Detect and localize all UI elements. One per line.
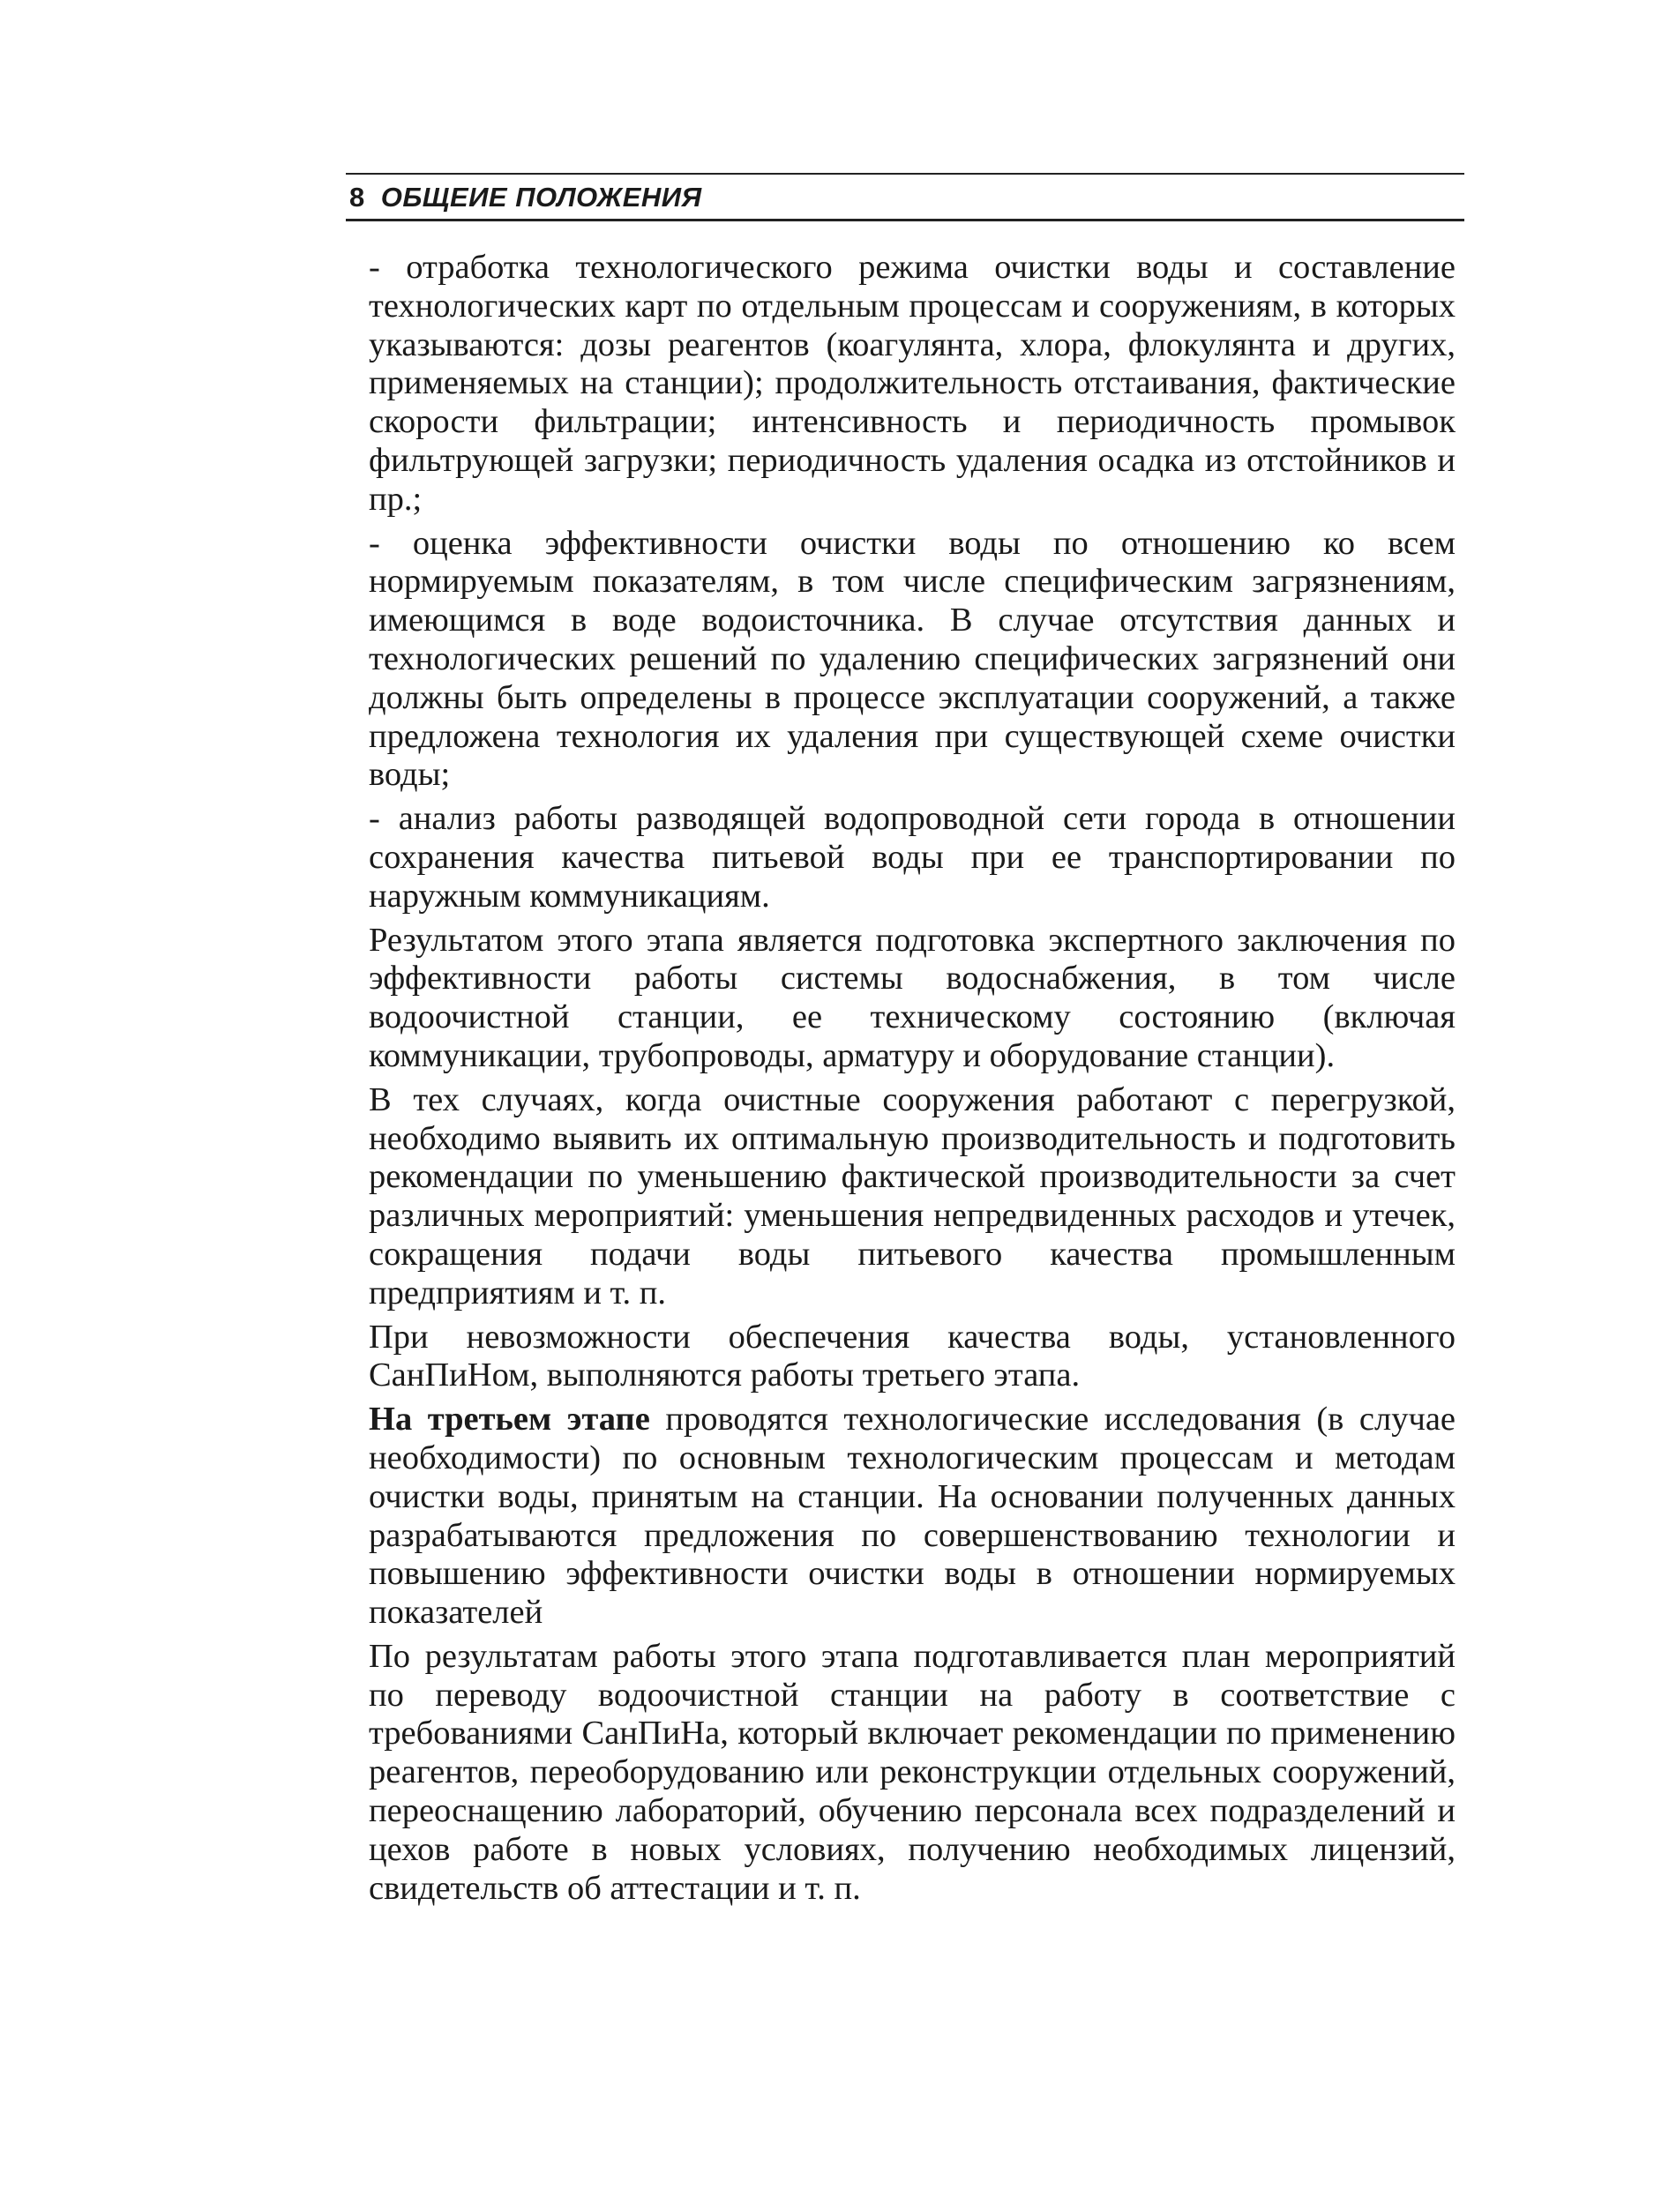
paragraph-1: - отработка технологического режима очистки воды и составление технологических карт по отдельным процессам и сооружениям, в которых указываются: дозы реагентов (коагулянта, хлора, флокулянта и других, применяемых на станции); продолжительность отстаивания, фактические скорости фильтрации; интенсивность и периодичность промывок фильтрующей загрузки; периодичность удаления осадка из отстойников и пр.; <box>369 249 1456 518</box>
running-header <box>346 173 1464 222</box>
paragraph-8: По результатам работы этого этапа подготавливается план мероприятий по переводу водоочистной станции на работу в соответствие с требованиями СанПиНа, который включает рекомендации по применению реагентов, переоборудованию или реконструкции отдельных сооружений, переоснащению лабораторий, обучению персонала всех подразделений и цехов работе в новых условиях, получению необходимых лицензий, свидетельств об аттестации и т. п. <box>369 1637 1456 1907</box>
paragraph-4: Результатом этого этапа является подготовка экспертного заключения по эффективности работы системы водоснабжения, в том числе водоочистной станции, ее техническому состоянию (включая коммуникации, трубопроводы, арматуру и оборудование станции). <box>369 921 1456 1074</box>
header-text <box>349 182 702 213</box>
paragraph-3: - анализ работы разводящей водопроводной сети города в отношении сохранения качества питьевой воды при ее транспортировании по наружным коммуникациям. <box>369 800 1456 915</box>
paragraph-7: На третьем этапе проводятся технологические исследования (в случае необходимости) по основным технологическим процессам и методам очистки воды, принятым на станции. На основании полученных данных разрабатываются предложения по совершенствованию технологии и повышению эффективности очистки воды в отношении нормируемых показателей <box>369 1401 1456 1632</box>
paragraph-5: В тех случаях, когда очистные сооружения работают с перегрузкой, необходимо выявить их оптимальную производительность и подготовить рекомендации по уменьшению фактической производительности за счет различных мероприятий: уменьшения непредвиденных расходов и утечек, сокращения подачи воды питьевого качества промышленным предприятиям и т. п. <box>369 1080 1456 1312</box>
body-text <box>369 249 1456 1913</box>
header-rule-top <box>346 173 1464 175</box>
stage-three-heading: На третьем этапе <box>369 1401 650 1439</box>
section-title: ОБЩЕИЕ ПОЛОЖЕНИЯ <box>380 182 702 213</box>
header-rule-bottom <box>346 219 1464 221</box>
paragraph-6: При невозможности обеспечения качества воды, установленного СанПиНом, выполняются работы третьего этапа. <box>369 1318 1456 1394</box>
page-number: 8 <box>349 182 365 213</box>
paragraph-2: - оценка эффективности очистки воды по отношению ко всем нормируемым показателям, в том числе специфическим загрязнениям, имеющимся в воде водоисточника. В случае отсутствия данных и технологических решений по удалению специфических загрязнений они должны быть определены в процессе эксплуатации сооружений, а также предложена технология их удаления при существующей схеме очистки воды; <box>369 524 1456 794</box>
